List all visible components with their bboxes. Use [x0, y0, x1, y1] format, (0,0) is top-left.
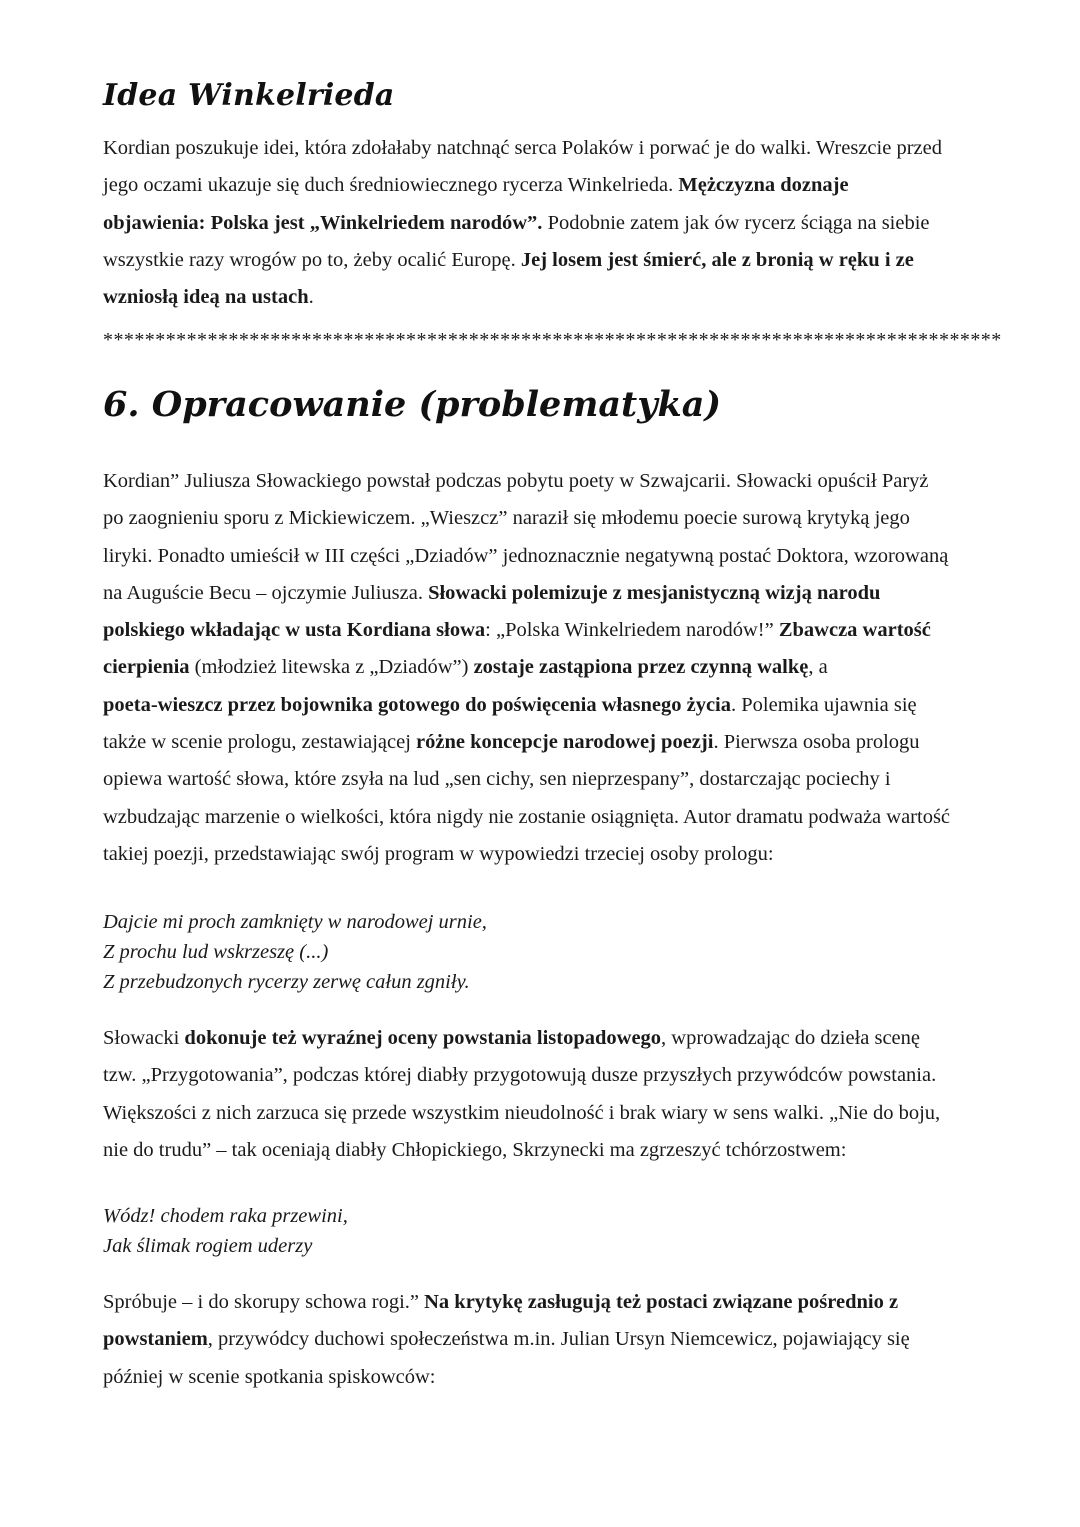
bold-text: Mężczyzna doznaje	[678, 174, 849, 197]
text-line	[103, 538, 1003, 575]
bold-text: objawienia: Polska jest „Winkelriedem narodów”.	[103, 211, 543, 234]
text-line	[103, 1057, 1003, 1094]
separator-stars: **************************************************************************************	[103, 329, 1002, 351]
text-run: tzw. „Przygotowania”, podczas której diabły przygotowują dusze przyszłych przywódców powstania.	[103, 1064, 937, 1087]
text-run: . Pierwsza osoba prologu	[713, 731, 920, 754]
text-run: .	[308, 286, 314, 309]
bold-text: zostaje zastąpiona przez czynną walkę	[473, 656, 809, 679]
quote-line: Z przebudzonych rycerzy zerwę całun zgniły.	[103, 971, 470, 993]
text-line	[103, 612, 1003, 649]
text-line	[103, 1359, 1003, 1396]
quote-line: Z prochu lud wskrzeszę (...)	[103, 941, 329, 963]
text-line	[103, 575, 1003, 612]
quote-prologue	[103, 907, 1003, 997]
paragraph-intro	[103, 463, 1003, 873]
text-run: Spróbuje – i do skorupy schowa rogi.”	[103, 1291, 425, 1313]
text-run: Kordian poszukuje idei, która zdołałaby natchnąć serca Polaków i porwać je do walki. Wreszcie przed	[103, 137, 942, 159]
paragraph-idea	[103, 130, 1003, 316]
text-line	[103, 836, 1003, 873]
bold-text: polskiego wkładając w usta Kordiana słowa	[103, 619, 486, 642]
text-line	[103, 1095, 1003, 1132]
paragraph-critique	[103, 1284, 1003, 1396]
text-run: nie do trudu” – tak oceniają diabły Chłopickiego, Skrzynecki ma zgrzeszyć tchórzostwem:	[103, 1138, 847, 1161]
text-line	[103, 724, 1003, 761]
text-line	[103, 500, 1003, 537]
text-run: , przywódcy duchowi społeczeństwa m.in. Julian Ursyn Niemcewicz, pojawiający się	[207, 1328, 910, 1351]
text-run: wzbudzając marzenie o wielkości, która nigdy nie zostanie osiągnięta. Autor dramatu podważa wartość	[103, 805, 951, 828]
text-run: Podobnie zatem jak ów rycerz ściąga na siebie	[542, 211, 930, 234]
text-line	[103, 687, 1003, 724]
text-line	[103, 242, 1003, 279]
text-run: także w scenie prologu, zestawiającej	[103, 731, 417, 754]
text-run: opiewa wartość słowa, które zsyła na lud „sen cichy, sen nieprzespany”, dostarczając pociechy i	[103, 768, 891, 791]
text-run: wszystkie razy wrogów po to, żeby ocalić Europę.	[103, 248, 521, 271]
quote-devils	[103, 1201, 1003, 1261]
text-line	[103, 1284, 1003, 1321]
text-run: po zaognieniu sporu z Mickiewiczem. „Wieszcz” naraził się młodemu poecie surową krytyką jego	[103, 507, 910, 530]
bold-text: Jej losem jest śmierć, ale z bronią w ręku i ze	[520, 248, 914, 271]
text-run: : „Polska Winkelriedem narodów!”	[485, 619, 779, 642]
bold-text: dokonuje też wyraźnej oceny powstania listopadowego	[184, 1027, 662, 1049]
text-line	[103, 205, 1003, 242]
text-run: , wprowadzając do dzieła scenę	[661, 1027, 921, 1049]
text-run: Słowacki	[103, 1027, 185, 1049]
text-run: Kordian” Juliusza Słowackiego powstał podczas pobytu poety w Szwajcarii. Słowacki opuścił Paryż	[103, 470, 929, 492]
bold-text: poeta-wieszcz przez bojownika gotowego do poświęcenia własnego życia	[103, 693, 732, 716]
text-run: takiej poezji, przedstawiając swój program w wypowiedzi trzeciej osoby prologu:	[103, 842, 774, 865]
text-line	[103, 130, 1003, 167]
section-heading-opracowanie: 6. Opracowanie (problematyka)	[103, 384, 722, 425]
text-run: jego oczami ukazuje się duch średniowiecznego rycerza Winkelrieda.	[103, 174, 679, 197]
text-line	[103, 649, 1003, 686]
bold-text: różne koncepcje narodowej poezji	[416, 731, 714, 754]
bold-text: Na krytykę zasługują też postaci związane pośrednio z	[424, 1291, 899, 1313]
bold-text: cierpienia	[103, 656, 190, 679]
bold-text: powstaniem	[103, 1328, 208, 1351]
text-run: Większości z nich zarzuca się przede wszystkim nieudolność i brak wiary w sens walki. „Nie do boju,	[103, 1101, 941, 1124]
text-run: , a	[808, 656, 828, 679]
bold-text: wzniosłą ideą na ustach	[103, 286, 309, 309]
text-line	[103, 799, 1003, 836]
text-line	[103, 1321, 1003, 1358]
text-line	[103, 167, 1003, 204]
text-run: . Polemika ujawnia się	[731, 693, 917, 716]
quote-line: Jak ślimak rogiem uderzy	[103, 1235, 313, 1257]
quote-line: Dajcie mi proch zamknięty w narodowej urnie,	[103, 911, 487, 933]
paragraph-uprising	[103, 1020, 1003, 1169]
bold-text: Zbawcza wartość	[778, 619, 931, 642]
text-line	[103, 463, 1003, 500]
text-run: (młodzież litewska z „Dziadów”)	[189, 656, 474, 679]
bold-text: Słowacki polemizuje z mesjanistyczną wizją narodu	[428, 581, 881, 604]
text-run: na Auguście Becu – ojczymie Juliusza.	[103, 581, 429, 604]
text-run: później w scenie spotkania spiskowców:	[103, 1365, 436, 1388]
text-line	[103, 279, 1003, 316]
text-run: liryki. Ponadto umieścił w III części „Dziadów” jednoznacznie negatywną postać Doktora, wzorowaną	[103, 544, 949, 567]
text-line	[103, 1132, 1003, 1169]
section-heading-idea: Idea Winkelrieda	[103, 78, 395, 113]
text-line	[103, 1020, 1003, 1057]
text-line	[103, 761, 1003, 798]
quote-line: Wódz! chodem raka przewini,	[103, 1205, 348, 1227]
